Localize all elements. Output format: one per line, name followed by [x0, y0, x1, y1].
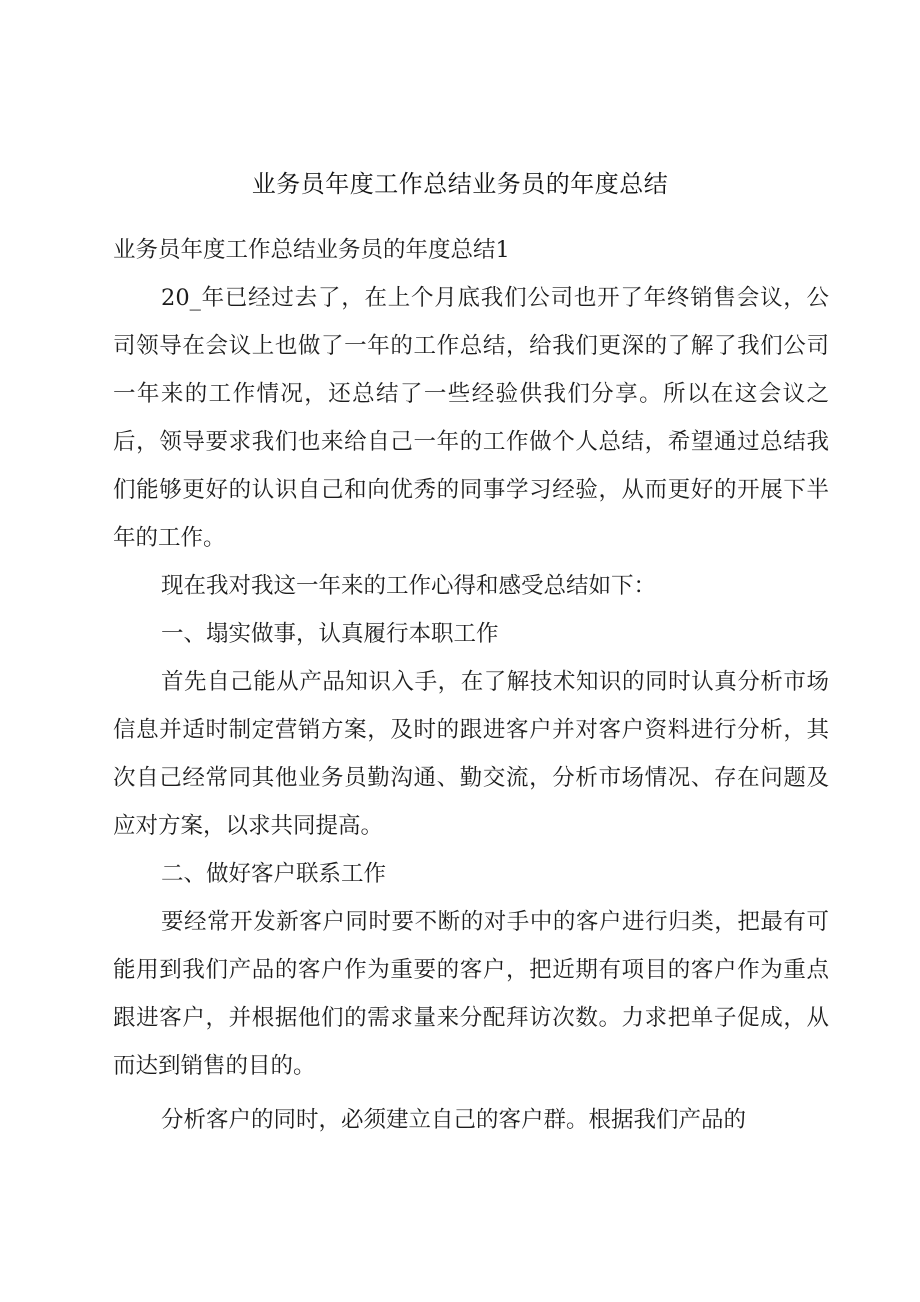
paragraph-summary-lead: 现在我对我这一年来的工作心得和感受总结如下： [161, 573, 657, 599]
section-heading-1: 一、塌实做事，认真履行本职工作 [161, 621, 499, 647]
document-body [113, 226, 829, 1144]
paragraph-section-2: 要经常开发新客户同时要不断的对手中的客户进行归类，把最有可能用到我们产品的客户作为重要的客户，把近期有项目的客户作为重点跟进客户，并根据他们的需求量来分配拜访次数。力求把单子促成，从而达到销售的目的。 [113, 909, 829, 1079]
section-heading-2: 二、做好客户联系工作 [161, 861, 387, 887]
paragraph-intro: 20_年已经过去了，在上个月底我们公司也开了年终销售会议，公司领导在会议上也做了一年的工作总结，给我们更深的了解了我们公司一年来的工作情况，还总结了一些经验供我们分享。所以在这会议之后，领导要求我们也来给自己一年的工作做个人总结，希望通过总结我们能够更好的认识自己和向优秀的同事学习经验，从而更好的开展下半年的工作。 [113, 285, 829, 551]
paragraph-customer-analysis: 分析客户的同时，必须建立自己的客户群。根据我们产品的 [161, 1107, 747, 1133]
document-title: 业务员年度工作总结业务员的年度总结 [251, 170, 669, 198]
document-subtitle: 业务员年度工作总结业务员的年度总结1 [113, 237, 510, 263]
paragraph-section-1: 首先自己能从产品知识入手，在了解技术知识的同时认真分析市场信息并适时制定营销方案，及时的跟进客户并对客户资料进行分析，其次自己经常同其他业务员勤沟通、勤交流，分析市场情况、存在问题及应对方案，以求共同提高。 [113, 669, 829, 839]
